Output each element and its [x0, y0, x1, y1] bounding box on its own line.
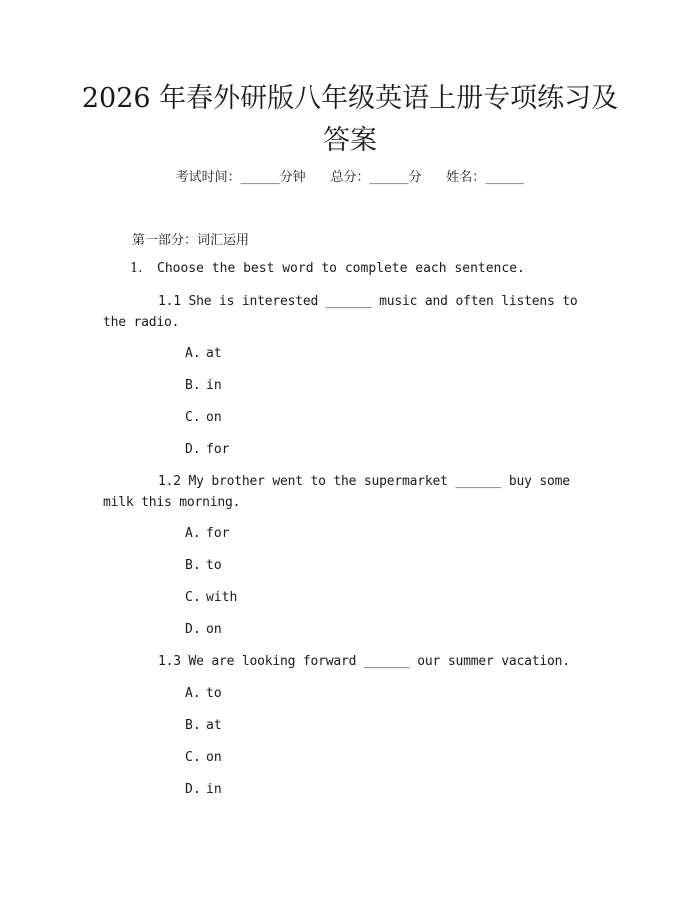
- option-text: to: [206, 686, 222, 701]
- total-score-field: 总分：______分: [330, 170, 422, 185]
- option-text: to: [206, 558, 222, 573]
- question-item: 1.1 She is interested ______ music and often listens to the radio.: [103, 294, 578, 330]
- option-text: for: [206, 442, 230, 457]
- exam-info-line: [0, 166, 700, 185]
- answer-option: [185, 718, 222, 733]
- option-text: in: [206, 782, 222, 797]
- option-text: for: [206, 526, 230, 541]
- option-text: on: [206, 750, 222, 765]
- answer-option: [185, 378, 222, 393]
- answer-option: [185, 410, 222, 425]
- option-letter: D.: [185, 442, 201, 457]
- answer-option: [185, 590, 237, 605]
- option-text: at: [206, 718, 222, 733]
- question-instruction: Choose the best word to complete each sentence.: [157, 261, 525, 276]
- option-letter: C.: [185, 750, 201, 765]
- option-letter: C.: [185, 410, 201, 425]
- option-text: with: [206, 590, 238, 605]
- answer-option: [185, 622, 222, 637]
- exam-time-field: 考试时间：______分钟: [175, 170, 306, 185]
- option-letter: C.: [185, 590, 201, 605]
- option-text: on: [206, 622, 222, 637]
- answer-option: [185, 782, 222, 797]
- option-text: in: [206, 378, 222, 393]
- section-heading: 第一部分：词汇运用: [132, 233, 250, 248]
- answer-option: [185, 346, 222, 361]
- answer-option: [185, 526, 229, 541]
- option-letter: A.: [185, 526, 201, 541]
- option-letter: B.: [185, 378, 201, 393]
- answer-option: [185, 686, 222, 701]
- option-letter: B.: [185, 558, 201, 573]
- question-number: 1.: [130, 261, 143, 276]
- option-letter: D.: [185, 622, 201, 637]
- option-letter: A.: [185, 346, 201, 361]
- option-text: on: [206, 410, 222, 425]
- option-letter: B.: [185, 718, 201, 733]
- student-name-field: 姓名：______: [446, 170, 525, 185]
- option-letter: A.: [185, 686, 201, 701]
- answer-option: [185, 750, 222, 765]
- question-heading: [130, 261, 525, 276]
- answer-option: [185, 558, 222, 573]
- option-text: at: [206, 346, 222, 361]
- question-item: 1.2 My brother went to the supermarket ______ buy some milk this morning.: [103, 474, 570, 510]
- option-letter: D.: [185, 782, 201, 797]
- answer-option: [185, 442, 229, 457]
- page-title: 2026 年春外研版八年级英语上册专项练习及答案: [81, 83, 619, 156]
- question-item: 1.3 We are looking forward ______ our summer vacation.: [158, 654, 570, 669]
